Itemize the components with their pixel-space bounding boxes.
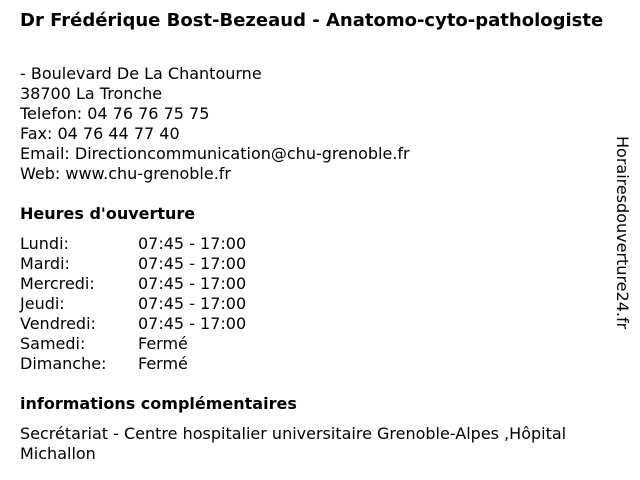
time-value: 07:45 - 17:00 bbox=[138, 294, 247, 313]
hours-row bbox=[20, 234, 246, 254]
time-value: Fermé bbox=[138, 334, 188, 353]
day-label: Mardi: bbox=[20, 254, 70, 273]
page-title: Dr Frédérique Bost-Bezeaud - Anatomo-cyto-pathologiste bbox=[20, 10, 604, 31]
hours-table bbox=[20, 234, 246, 374]
time-value: 07:45 - 17:00 bbox=[138, 274, 247, 293]
day-label: Vendredi: bbox=[20, 314, 96, 333]
city-address: 38700 La Tronche bbox=[20, 84, 163, 103]
time-value: 07:45 - 17:00 bbox=[138, 234, 247, 253]
website: Web: www.chu-grenoble.fr bbox=[20, 164, 231, 183]
day-label: Jeudi: bbox=[20, 294, 65, 313]
hours-row bbox=[20, 334, 246, 354]
hours-heading: Heures d'ouverture bbox=[20, 204, 196, 223]
info-text: Secrétariat - Centre hospitalier universitaire Grenoble-Alpes ,Hôpital Michallon bbox=[20, 424, 567, 463]
hours-row bbox=[20, 314, 246, 334]
day-label: Dimanche: bbox=[20, 354, 107, 373]
time-value: 07:45 - 17:00 bbox=[138, 254, 247, 273]
day-label: Mercredi: bbox=[20, 274, 95, 293]
hours-row bbox=[20, 354, 246, 374]
street-address: - Boulevard De La Chantourne bbox=[20, 64, 262, 83]
day-label: Samedi: bbox=[20, 334, 86, 353]
watermark: Horairesdouverture24.fr bbox=[613, 136, 632, 330]
time-value: 07:45 - 17:00 bbox=[138, 314, 247, 333]
hours-row bbox=[20, 254, 246, 274]
email-address: Email: Directioncommunication@chu-grenoble.fr bbox=[20, 144, 410, 163]
hours-row bbox=[20, 294, 246, 314]
hours-row bbox=[20, 274, 246, 294]
fax-number: Fax: 04 76 44 77 40 bbox=[20, 124, 180, 143]
info-heading: informations complémentaires bbox=[20, 394, 297, 413]
address-block bbox=[20, 64, 410, 184]
day-label: Lundi: bbox=[20, 234, 69, 253]
time-value: Fermé bbox=[138, 354, 188, 373]
phone-number: Telefon: 04 76 76 75 75 bbox=[20, 104, 210, 123]
